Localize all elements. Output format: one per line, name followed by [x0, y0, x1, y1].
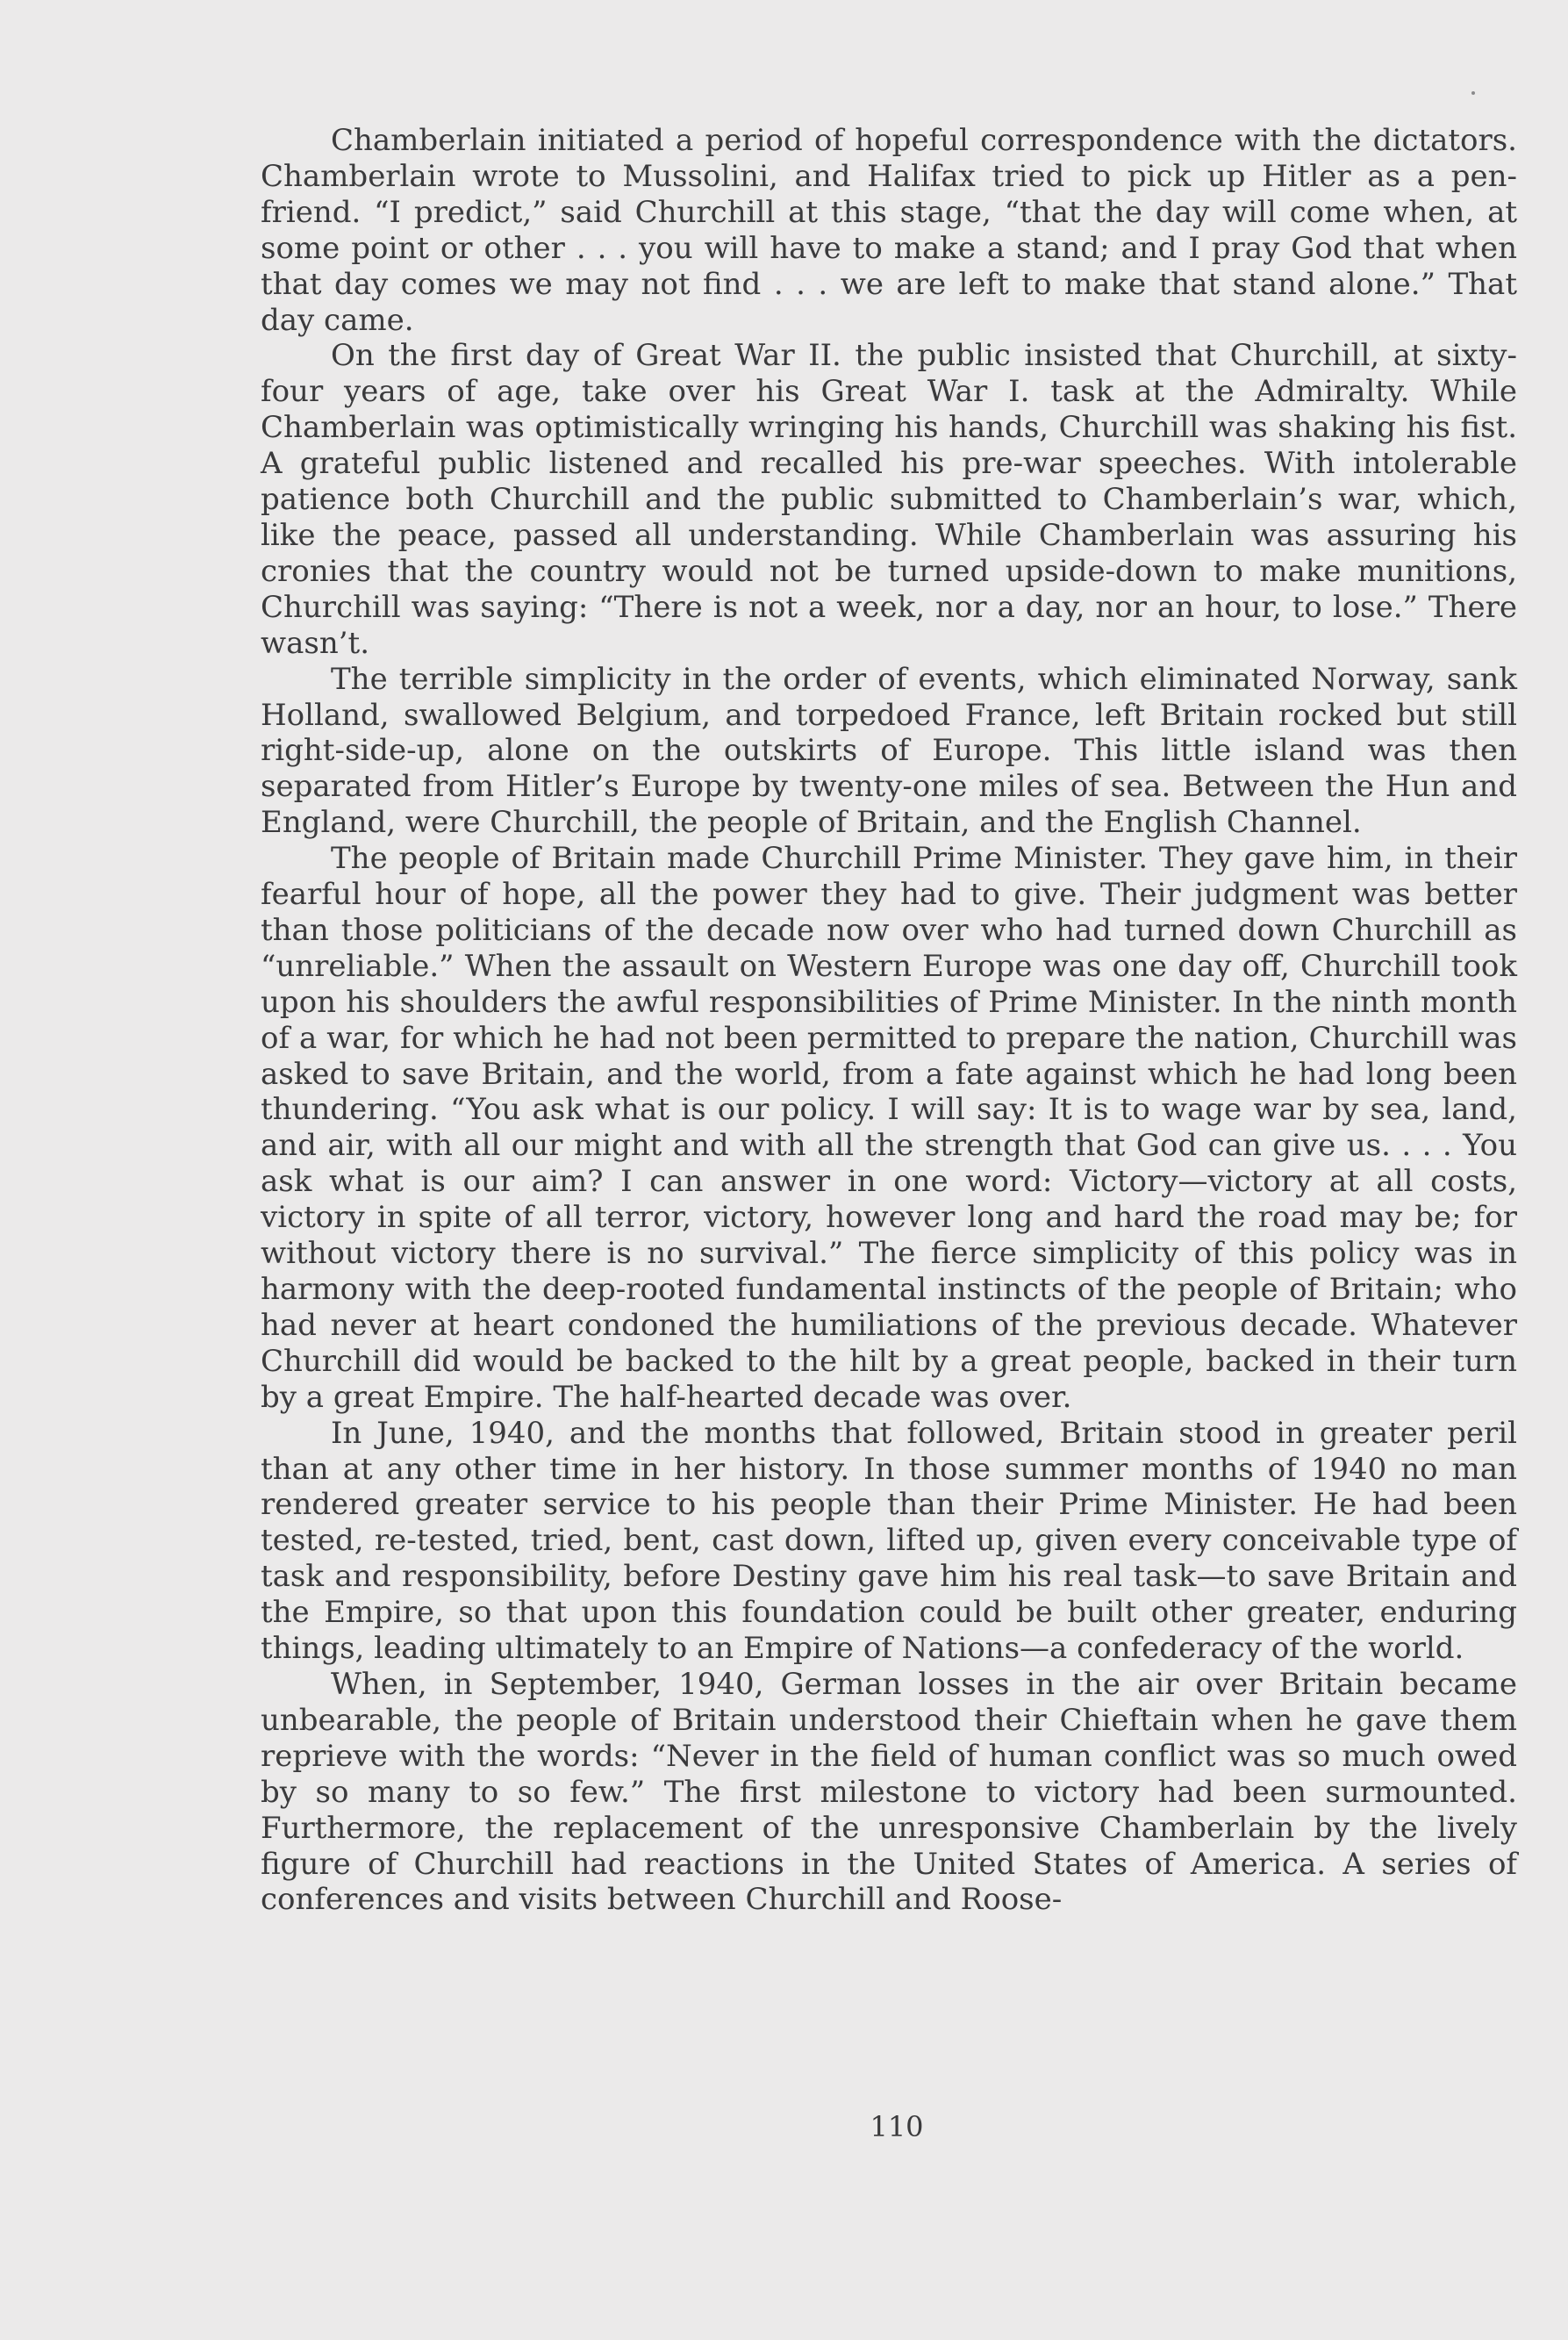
body-text	[261, 123, 1517, 1918]
paragraph-2: On the first day of Great War II. the public insisted that Churchill, at sixty-four years of age, take over his Great War I. task at the Admiralty. While Chamberlain was optimistically wringing his hands, Churchill was shaking his fist. A grateful public listened and recalled his pre-war speeches. With intolerable patience both Churchill and the public submitted to Chamberlain’s war, which, like the peace, passed all understanding. While Chamberlain was assuring his cronies that the country would not be turned upside-down to make munitions, Churchill was saying: “There is not a week, nor a day, nor an hour, to lose.” There wasn’t.	[261, 338, 1517, 661]
page-number: 110	[870, 2110, 924, 2143]
paragraph-5: In June, 1940, and the months that followed, Britain stood in greater peril than at any other time in her history. In those summer months of 1940 no man rendered greater service to his people than their Prime Minister. He had been tested, re-tested, tried, bent, cast down, lifted up, given every conceivable type of task and responsibility, before Destiny gave him his real task—to save Britain and the Empire, so that upon this foundation could be built other greater, enduring things, leading ultimately to an Empire of Nations—a confederacy of the world.	[261, 1415, 1517, 1667]
paragraph-4: The people of Britain made Churchill Prime Minister. They gave him, in their fearful hour of hope, all the power they had to give. Their judgment was better than those politicians of the decade now over who had turned down Churchill as “unreliable.” When the assault on Western Europe was one day off, Churchill took upon his shoulders the awful responsibilities of Prime Minister. In the ninth month of a war, for which he had not been permitted to prepare the nation, Churchill was asked to save Britain, and the world, from a fate against which he had long been thundering. “You ask what is our policy. I will say: It is to wage war by sea, land, and air, with all our might and with all the strength that God can give us. . . . You ask what is our aim? I can answer in one word: Victory—victory at all costs, victory in spite of all terror, victory, however long and hard the road may be; for without victory there is no survival.” The fierce simplicity of this policy was in harmony with the deep-rooted fundamental instincts of the people of Britain; who had never at heart condoned the humiliations of the previous decade. Whatever Churchill did would be backed to the hilt by a great people, backed in their turn by a great Empire. The half-hearted decade was over.	[261, 841, 1517, 1415]
paragraph-6: When, in September, 1940, German losses in the air over Britain became unbearable, the people of Britain understood their Chieftain when he gave them reprieve with the words: “Never in the field of human conflict was so much owed by so many to so few.” The first milestone to victory had been surmounted. Furthermore, the replacement of the unresponsive Chamberlain by the lively figure of Churchill had reactions in the United States of America. A series of conferences and visits between Churchill and Roose-	[261, 1666, 1517, 1918]
page-speck	[1471, 91, 1475, 95]
paragraph-3: The terrible simplicity in the order of events, which eliminated Norway, sank Holland, swallowed Belgium, and torpedoed France, left Britain rocked but still right-side-up, alone on the outskirts of Europe. This little island was then separated from Hitler’s Europe by twenty-one miles of sea. Between the Hun and England, were Churchill, the people of Britain, and the English Channel.	[261, 661, 1517, 841]
paragraph-1: Chamberlain initiated a period of hopeful correspondence with the dictators. Chamberlain wrote to Mussolini, and Halifax tried to pick up Hitler as a pen-friend. “I predict,” said Churchill at this stage, “that the day will come when, at some point or other . . . you will have to make a stand; and I pray God that when that day comes we may not find . . . we are left to make that stand alone.” That day came.	[261, 123, 1517, 338]
